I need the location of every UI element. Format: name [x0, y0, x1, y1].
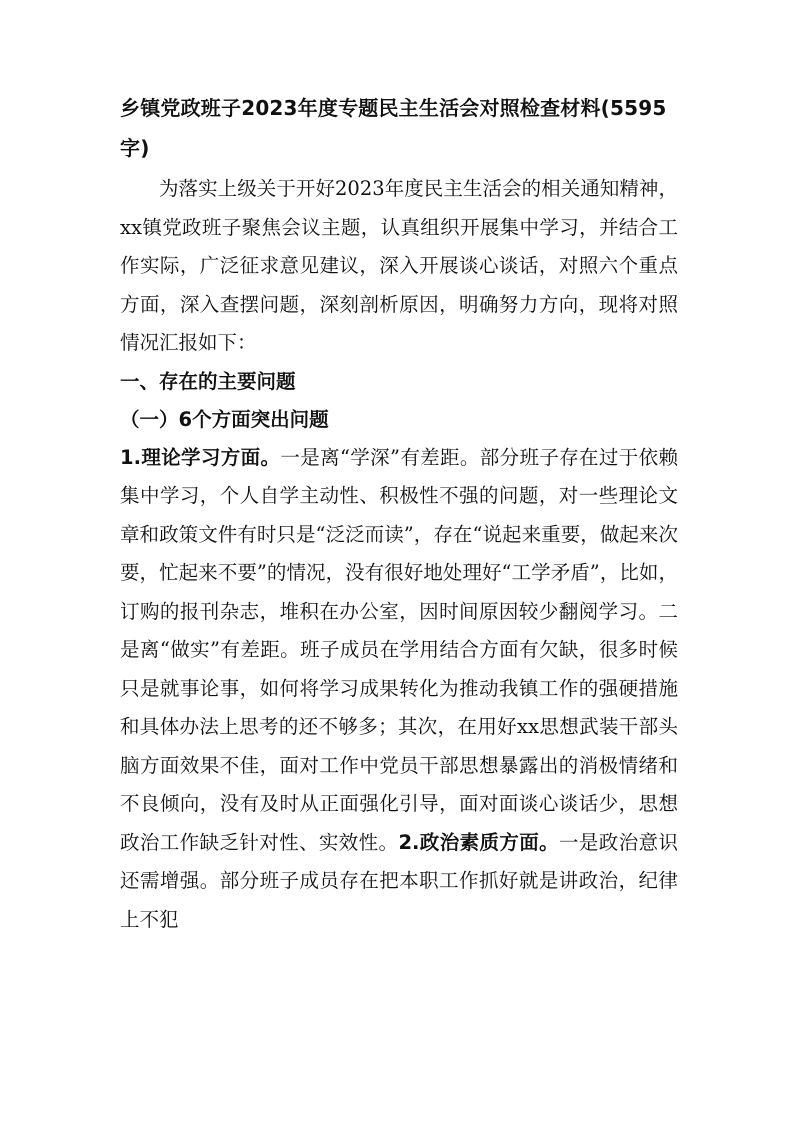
document-page [120, 88, 678, 939]
document-title: 乡镇党政班子2023年度专题民主生活会对照检查材料(5595字) [120, 96, 667, 160]
item-lead-theory: 1.理论学习方面。 [120, 445, 281, 469]
intro-paragraph: 为落实上级关于开好2023年度民主生活会的相关通知精神，xx镇党政班子聚焦会议主题，认真组织开展集中学习，并结合工作实际，广泛征求意见建议，深入开展谈心谈话，对照六个重点方面，深入查摆问题，深刻剖析原因，明确努力方向，现将对照情况汇报如下： [120, 177, 678, 354]
item-text-political: 一是政治意识还需增强。部分班子成员存在把本职工作抓好就是讲政治，纪律上不犯 [120, 830, 678, 931]
body-paragraph [120, 439, 678, 940]
item-lead-political: 2.政治素质方面。 [398, 830, 560, 854]
subsection-heading: （一）6个方面突出问题 [120, 407, 329, 431]
section-heading: 一、存在的主要问题 [120, 369, 296, 393]
item-text-theory: 一是离“学深”有差距。部分班子存在过于依赖集中学习，个人自学主动性、积极性不强的问题，对一些理论文章和政策文件有时只是“泛泛而读”，存在“说起来重要，做起来次要，忙起来不要”的情况，没有很好地处理好“工学矛盾”，比如，订购的报刊杂志，堆积在办公室，因时间原因较少翻阅学习。二是离“做实”有差距。班子成员在学用结合方面有欠缺，很多时候只是就事论事，如何将学习成果转化为推动我镇工作的强硬措施和具体办法上思考的还不够多；其次，在用好xx思想武装干部头脑方面效果不佳，面对工作中党员干部思想暴露出的消极情绪和不良倾向，没有及时从正面强化引导，面对面谈心谈话少，思想政治工作缺乏针对性、实效性。 [120, 445, 678, 854]
